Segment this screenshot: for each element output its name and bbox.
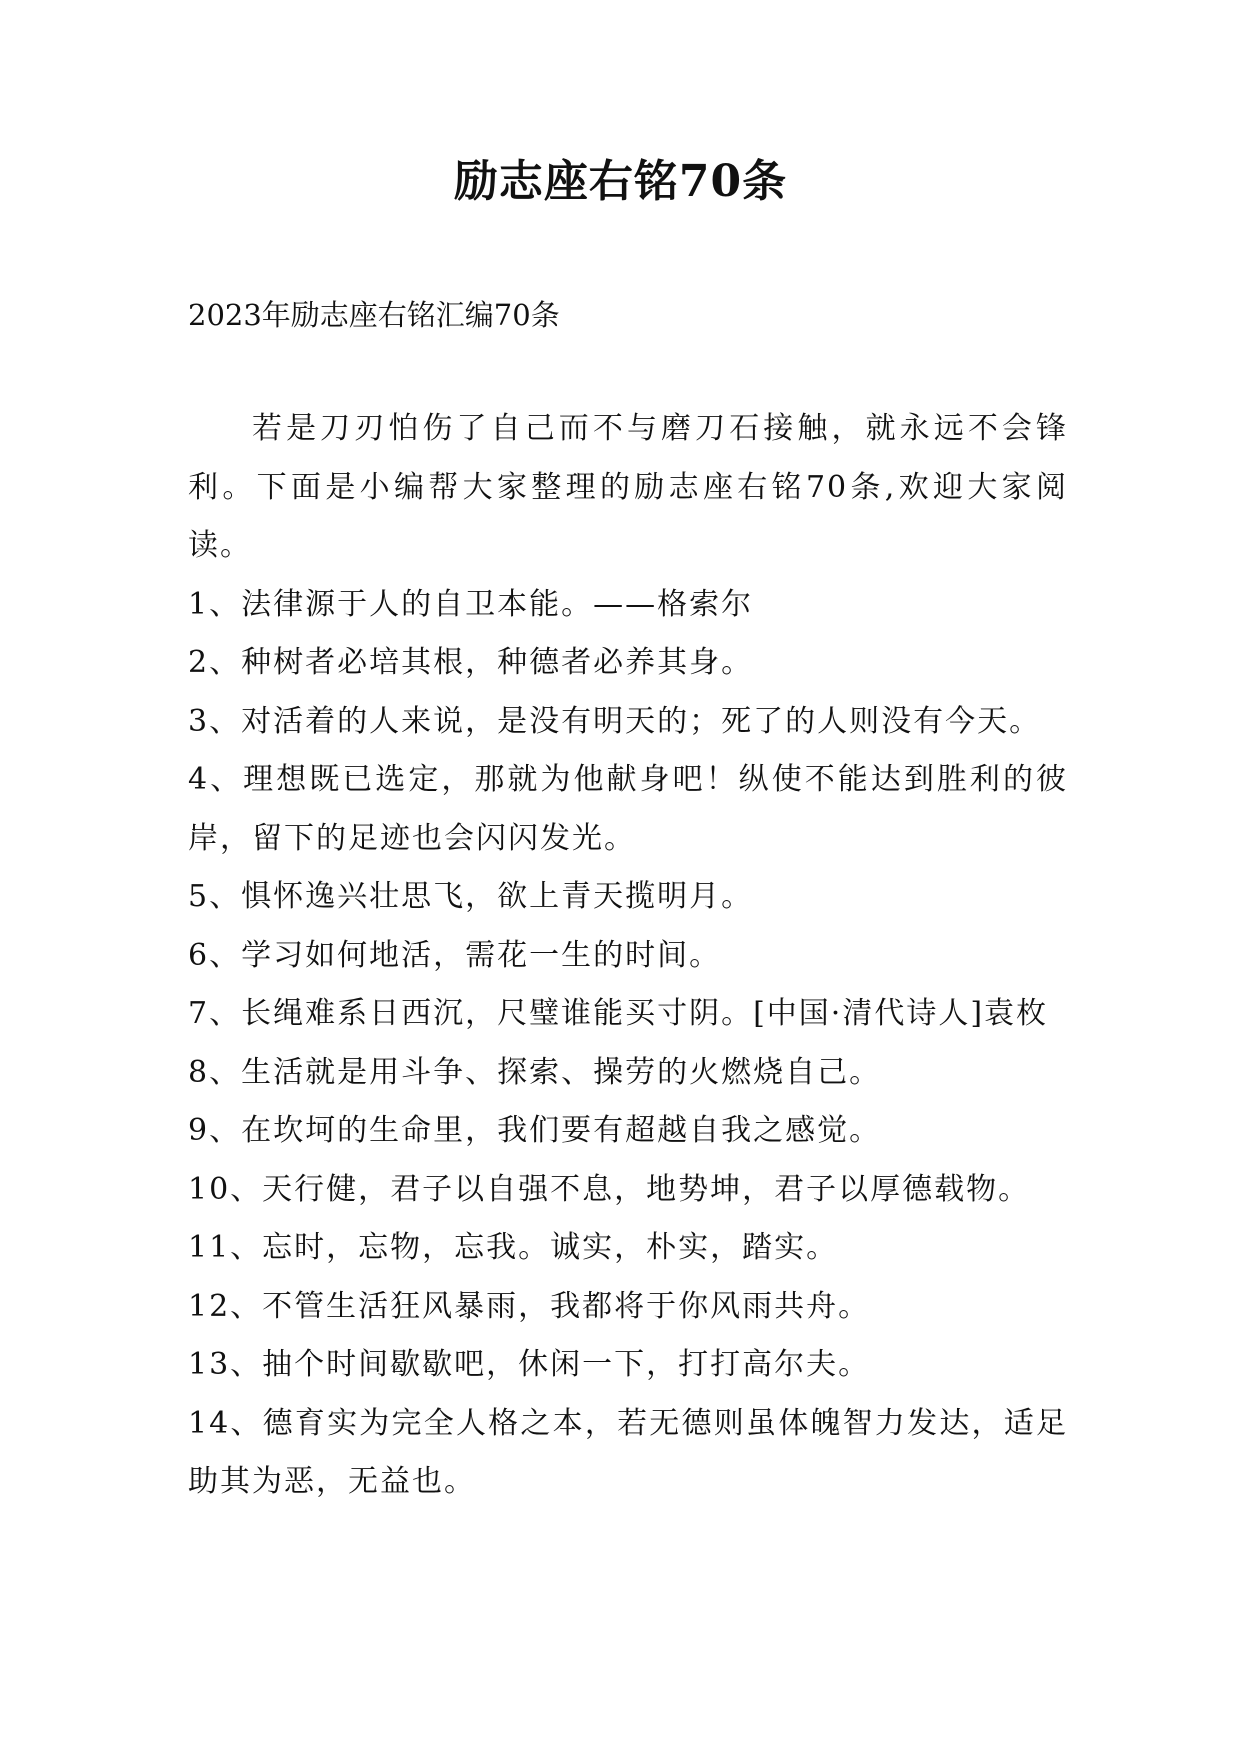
motto-item: 10、天行健，君子以自强不息，地势坤，君子以厚德载物。 xyxy=(188,1171,1031,1207)
document-title: 励志座右铭70条 xyxy=(453,156,788,207)
motto-item: 11、忘时，忘物，忘我。诚实，朴实，踏实。 xyxy=(188,1230,839,1265)
motto-item: 2、种树者必培其根，种德者必养其身。 xyxy=(188,645,754,680)
motto-item: 13、抽个时间歇歇吧，休闲一下，打打高尔夫。 xyxy=(188,1347,871,1382)
motto-item: 4、理想既已选定，那就为他献身吧！纵使不能达到胜利的彼岸，留下的足迹也会闪闪发光。 xyxy=(188,762,1068,856)
motto-item: 6、学习如何地活，需花一生的时间。 xyxy=(188,937,722,973)
motto-item: 3、对活着的人来说，是没有明天的；死了的人则没有今天。 xyxy=(188,703,1042,739)
motto-item: 12、不管生活狂风暴雨，我都将于你风雨共舟。 xyxy=(188,1288,871,1324)
motto-item: 7、长绳难系日西沉，尺璧谁能买寸阴。[中国·清代诗人]袁枚 xyxy=(188,996,1049,1031)
motto-item: 8、生活就是用斗争、探索、操劳的火燃烧自己。 xyxy=(188,1054,882,1090)
intro-paragraph: 若是刀刃怕伤了自己而不与磨刀石接触，就永远不会锋利。下面是小编帮大家整理的励志座右铭70条,欢迎大家阅读。 xyxy=(188,411,1068,563)
motto-item: 14、德育实为完全人格之本，若无德则虽体魄智力发达，适足助其为恶，无益也。 xyxy=(188,1405,1068,1499)
motto-item: 9、在坎坷的生命里，我们要有超越自我之感觉。 xyxy=(188,1113,882,1148)
motto-list xyxy=(188,576,1068,1512)
motto-item: 5、惧怀逸兴壮思飞，欲上青天揽明月。 xyxy=(188,879,754,914)
motto-item: 1、法律源于人的自卫本能。——格索尔 xyxy=(188,586,754,622)
document-body xyxy=(188,400,1068,1512)
document-subtitle: 2023年励志座右铭汇编70条 xyxy=(188,298,560,332)
